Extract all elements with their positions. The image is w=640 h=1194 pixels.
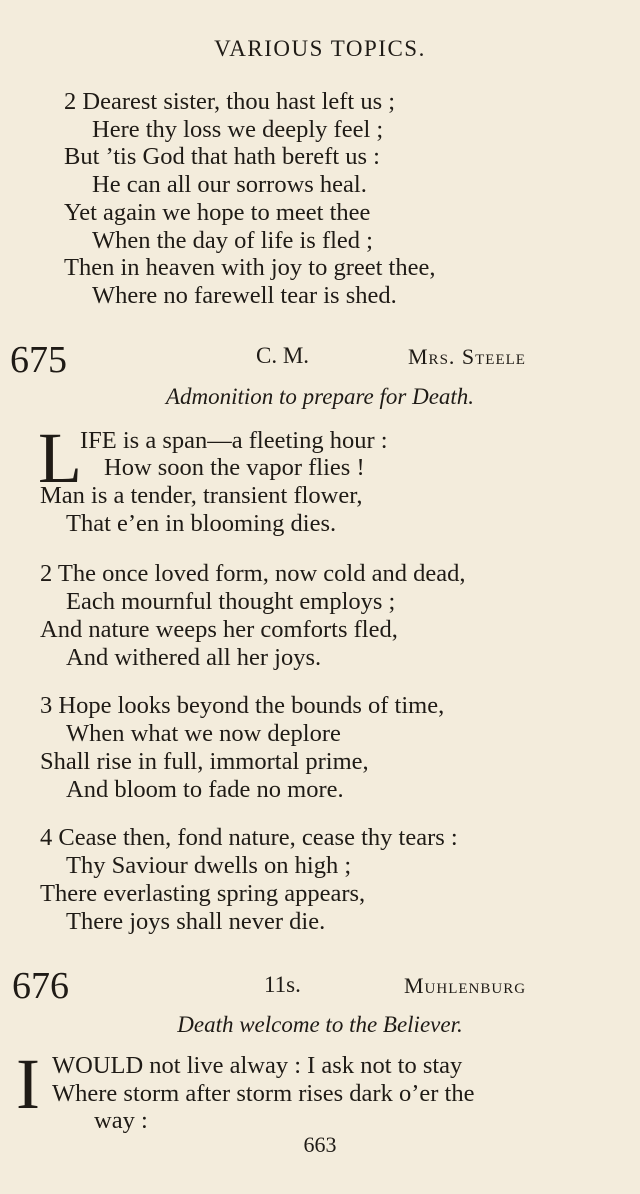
page-number: 663 xyxy=(303,1132,337,1157)
verse-line: Where no farewell tear is shed. xyxy=(92,282,397,309)
verse-line: IFE is a span—a fleeting hour : xyxy=(80,427,388,454)
hymn-title: Admonition to prepare for Death. xyxy=(165,384,475,409)
verse-line: 4 Cease then, fond nature, cease thy tears : xyxy=(40,824,458,851)
hymn-author: Mrs. Steele xyxy=(408,344,526,369)
verse-line: How soon the vapor flies ! xyxy=(104,454,365,481)
hymn-meter: C. M. xyxy=(256,343,310,368)
hymn-number: 675 xyxy=(10,339,67,381)
verse-line: Here thy loss we deeply feel ; xyxy=(92,116,384,143)
verse-line: When the day of life is fled ; xyxy=(92,227,373,254)
verse-line: 3 Hope looks beyond the bounds of time, xyxy=(40,692,445,719)
verse-line: Shall rise in full, immortal prime, xyxy=(40,748,369,775)
verse-line: When what we now deplore xyxy=(66,720,341,747)
verse-line: Man is a tender, transient flower, xyxy=(40,482,363,509)
verse-line: way : xyxy=(94,1107,148,1134)
drop-cap: L xyxy=(38,418,82,498)
verse-line: WOULD not live alway : I ask not to stay xyxy=(52,1052,463,1079)
verse-line: Then in heaven with joy to greet thee, xyxy=(64,254,436,281)
hymn-title: Death welcome to the Believer. xyxy=(177,1012,463,1037)
verse-line: There joys shall never die. xyxy=(66,908,326,935)
hymn-number: 676 xyxy=(12,965,69,1007)
running-header: VARIOUS TOPICS. xyxy=(214,36,426,61)
verse-line: And bloom to fade no more. xyxy=(66,776,344,803)
verse-line: He can all our sorrows heal. xyxy=(92,171,367,198)
verse-line: Yet again we hope to meet thee xyxy=(64,199,371,226)
hymn-meter: 11s. xyxy=(264,972,301,997)
verse-line: 2 Dearest sister, thou hast left us ; xyxy=(64,88,396,115)
verse-line: Thy Saviour dwells on high ; xyxy=(66,852,352,879)
verse-line: There everlasting spring appears, xyxy=(40,880,366,907)
verse-line: But ’tis God that hath bereft us : xyxy=(64,143,380,170)
hymn-author: Muhlenburg xyxy=(404,973,527,998)
drop-cap: I xyxy=(16,1044,40,1124)
verse-line: Where storm after storm rises dark o’er the xyxy=(52,1080,475,1107)
verse-line: That e’en in blooming dies. xyxy=(66,510,337,537)
verse-line: Each mournful thought employs ; xyxy=(66,588,396,615)
verse-line: And nature weeps her comforts fled, xyxy=(40,616,398,643)
verse-line: And withered all her joys. xyxy=(66,644,322,671)
verse-line: 2 The once loved form, now cold and dead, xyxy=(40,560,466,587)
